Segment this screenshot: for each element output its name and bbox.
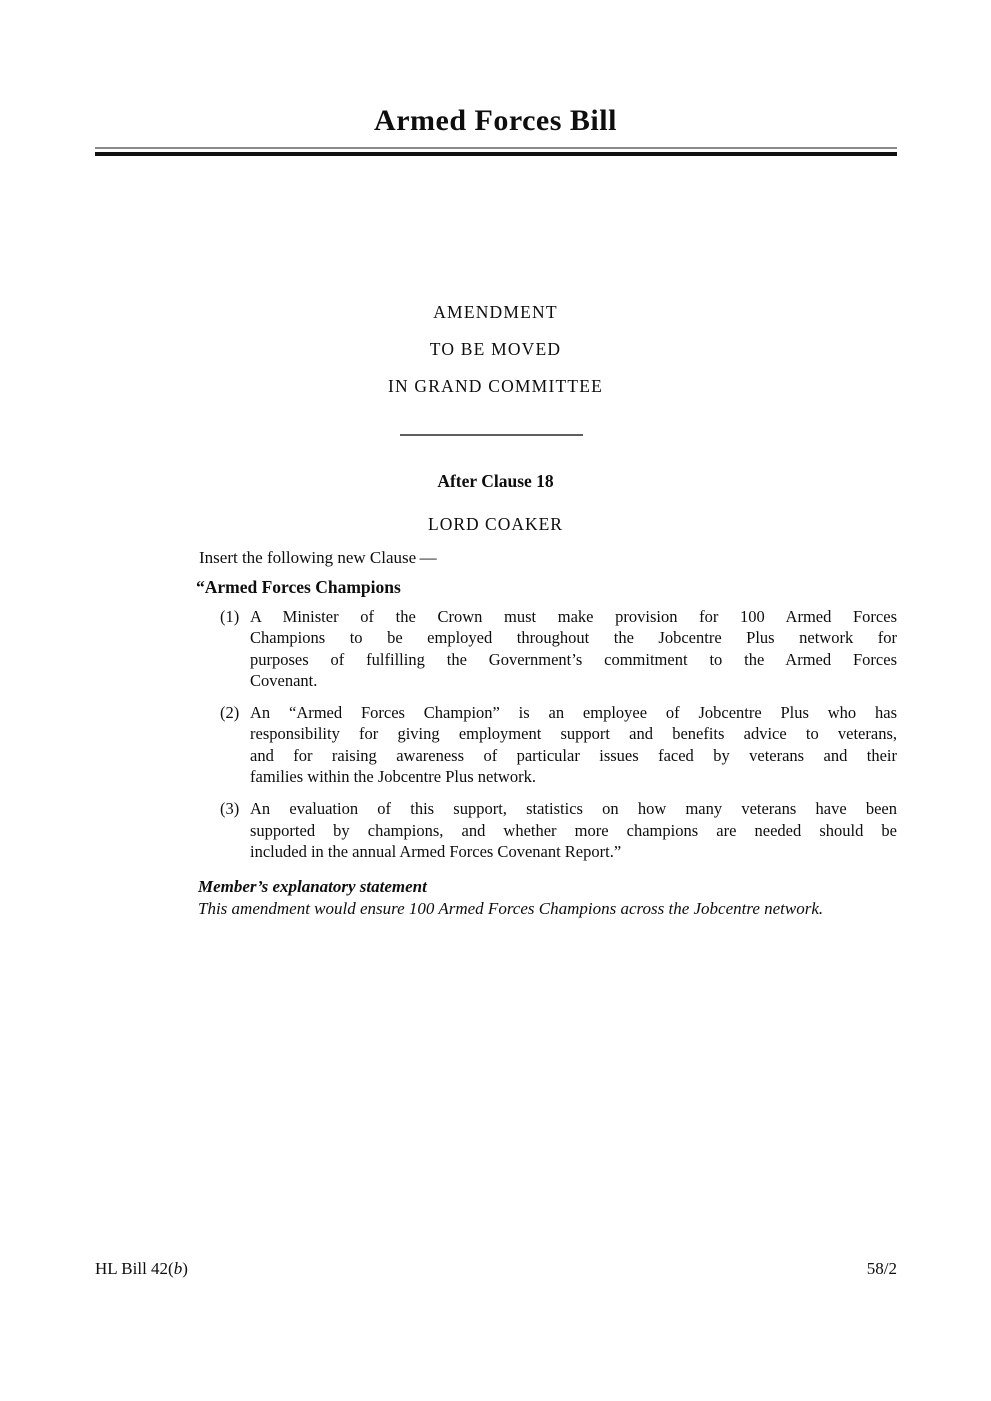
title-double-rule — [95, 147, 897, 156]
explanatory-statement — [198, 876, 897, 919]
section-divider-rule — [400, 434, 583, 436]
subsection-number: (1) — [220, 607, 240, 626]
subsection-text — [250, 702, 897, 787]
subsection-text — [250, 798, 897, 862]
bill-reference-suffix: ) — [182, 1259, 188, 1278]
amendment-instruction: Insert the following new Clause — — [199, 548, 437, 567]
subsection-line: included in the annual Armed Forces Covenant Report.” — [250, 841, 622, 861]
bill-reference-series: b — [173, 1259, 183, 1278]
mover-name: LORD COAKER — [428, 514, 563, 534]
subsection-line: families within the Jobcentre Plus network. — [250, 767, 536, 787]
subsection-line: responsibility for giving employment support and benefits advice to veterans, — [250, 724, 897, 744]
subsection-line: An “Armed Forces Champion” is an employee of Jobcentre Plus who has — [250, 703, 897, 723]
subsection-line: purposes of fulfilling the Government’s commitment to the Armed Forces — [250, 649, 897, 669]
clause-location-heading: After Clause 18 — [437, 471, 554, 491]
subsection — [220, 702, 897, 787]
subsection-line: An evaluation of this support, statistics on how many veterans have been — [250, 799, 897, 819]
amendment-preamble — [0, 294, 991, 405]
preamble-line-in-grand-committee: IN GRAND COMMITTEE — [387, 376, 604, 396]
explanatory-statement-heading: Member’s explanatory statement — [198, 877, 427, 896]
bill-reference-prefix: HL Bill 42( — [95, 1259, 174, 1278]
page-footer — [95, 1259, 897, 1279]
preamble-line-to-be-moved: TO BE MOVED — [429, 339, 562, 359]
explanatory-statement-text: This amendment would ensure 100 Armed Forces Champions across the Jobcentre network. — [198, 898, 824, 918]
subsection-line: Covenant. — [250, 670, 318, 690]
subsection — [220, 606, 897, 691]
bill-reference — [95, 1259, 188, 1279]
subsection-list — [220, 606, 897, 873]
subsection-number: (2) — [220, 703, 240, 723]
preamble-line-amendment: AMENDMENT — [433, 302, 558, 322]
subsection — [220, 798, 897, 862]
subsection-line: Champions to be employed throughout the Jobcentre Plus network for — [250, 628, 897, 648]
subsection-line: and for raising awareness of particular issues faced by veterans and their — [250, 745, 897, 765]
page-title: Armed Forces Bill — [374, 104, 617, 137]
subsection-text — [250, 606, 897, 691]
title-rule-thick-line — [95, 152, 897, 156]
new-clause-title: “Armed Forces Champions — [196, 577, 401, 597]
amendment-number: 58/2 — [866, 1259, 897, 1278]
subsection-line: A Minister of the Crown must make provision for 100 Armed Forces — [250, 607, 897, 626]
subsection-number: (3) — [220, 799, 240, 819]
subsection-line: supported by champions, and whether more champions are needed should be — [250, 820, 897, 840]
